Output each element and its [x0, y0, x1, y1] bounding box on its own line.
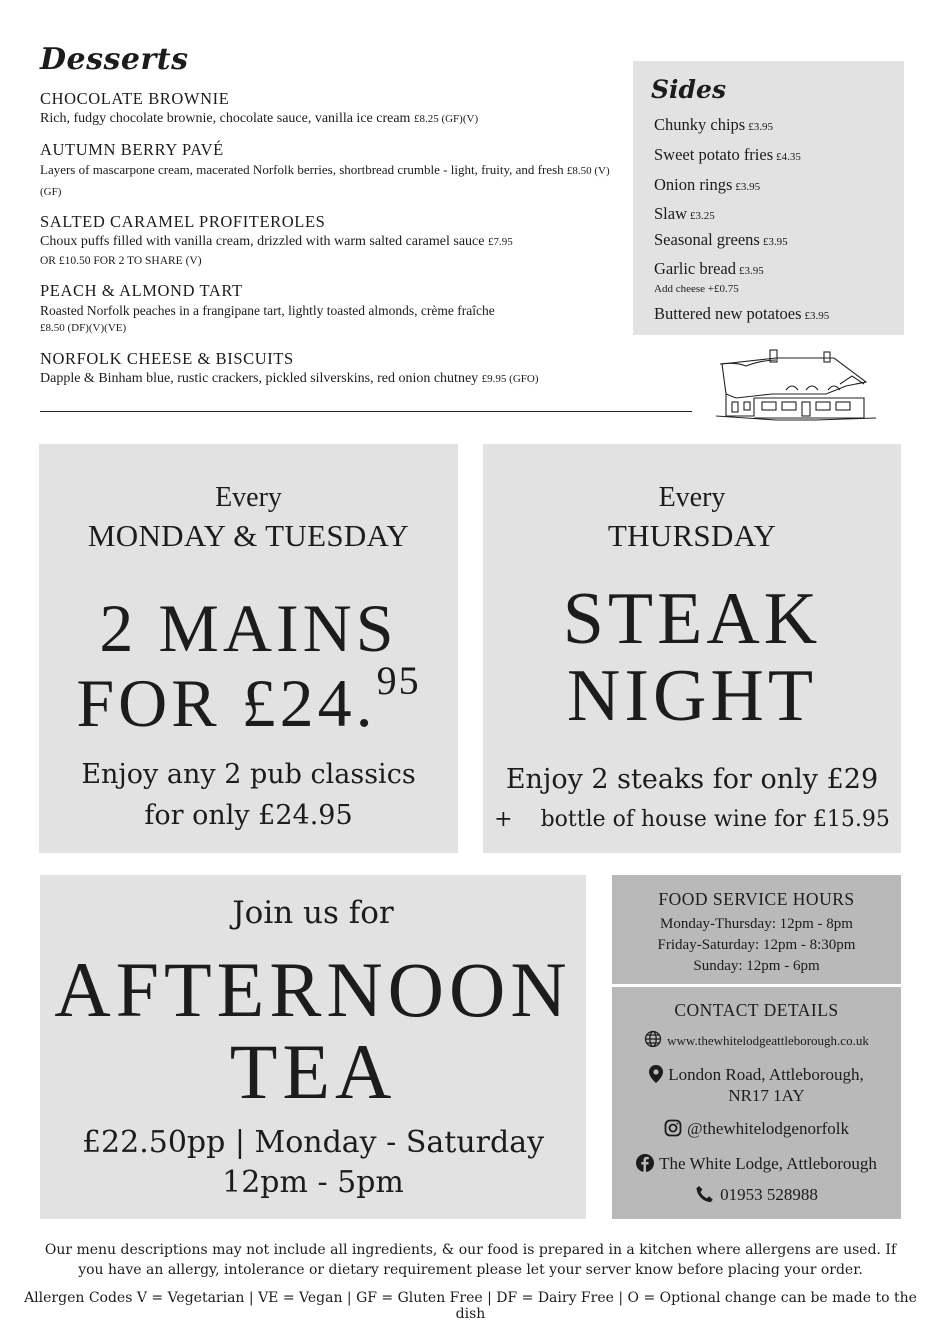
dessert-price: £8.50 (DF)(V)(VE)	[40, 322, 127, 334]
dessert-desc: Dapple & Binham blue, rustic crackers, pickled silverskins, red onion chutney	[40, 371, 479, 386]
tea-title	[40, 946, 586, 1115]
side-name: Chunky chips	[654, 115, 746, 134]
dessert-name: CHOCOLATE BROWNIE	[40, 89, 230, 108]
facebook-page: The White Lodge, Attleborough	[659, 1154, 877, 1173]
dessert-item	[40, 281, 630, 335]
globe-icon	[644, 1030, 662, 1048]
sides-panel	[633, 61, 904, 335]
dessert-name: NORFOLK CHEESE & BISCUITS	[40, 349, 294, 368]
dessert-desc: Roasted Norfolk peaches in a frangipane tart, lightly toasted almonds, crème fraîche	[40, 303, 495, 318]
promo-wine-offer: bottle of house wine for £15.95	[540, 807, 890, 832]
facebook-icon	[636, 1154, 654, 1172]
tea-hours: 12pm - 5pm	[222, 1165, 404, 1200]
side-price: £4.35	[776, 151, 801, 163]
tea-price: £22.50pp | Monday - Saturday	[81, 1125, 545, 1160]
promo-every: Every	[658, 482, 726, 513]
dessert-item	[40, 140, 630, 202]
contact-website[interactable]	[612, 1030, 901, 1049]
dessert-share-option: OR £10.50 FOR 2 TO SHARE (V)	[40, 255, 202, 267]
desserts-title: Desserts	[40, 42, 189, 77]
side-item	[654, 115, 773, 135]
dessert-desc: Rich, fudgy chocolate brownie, chocolate sauce, vanilla ice cream	[40, 111, 411, 126]
side-name: Garlic bread	[654, 259, 736, 278]
promo-headline-1: 2 MAINS	[99, 590, 398, 666]
side-item	[654, 230, 788, 250]
dessert-name: AUTUMN BERRY PAVÉ	[40, 140, 224, 159]
promo-headline-1: STEAK	[562, 578, 822, 660]
side-item	[654, 304, 829, 324]
side-price: £3.95	[735, 181, 761, 193]
side-item	[654, 175, 760, 195]
side-note: Add cheese +£0.75	[654, 283, 739, 295]
food-service-hours-panel	[612, 875, 901, 984]
side-price: £3.95	[804, 310, 830, 322]
hours-title: FOOD SERVICE HOURS	[658, 889, 855, 909]
contact-phone[interactable]	[612, 1185, 901, 1205]
instagram-handle: @thewhitelodgenorfolk	[686, 1119, 849, 1138]
side-item	[654, 145, 801, 165]
promo-subtitle-1: Enjoy 2 steaks for only £29	[505, 764, 879, 795]
cottage-illustration	[716, 346, 876, 422]
dessert-item	[40, 349, 630, 389]
address-line-1: London Road, Attleborough,	[668, 1065, 864, 1084]
instagram-icon	[664, 1119, 682, 1137]
side-item	[654, 259, 764, 279]
promo-days: THURSDAY	[607, 518, 777, 553]
afternoon-tea-panel	[40, 875, 586, 1219]
dessert-item	[40, 89, 630, 129]
tea-intro: Join us for	[232, 895, 394, 931]
side-price: £3.95	[739, 265, 764, 277]
hours-line: Sunday: 12pm - 6pm	[693, 958, 820, 974]
side-name: Seasonal greens	[654, 230, 760, 249]
side-name: Slaw	[654, 204, 687, 223]
promo-days: MONDAY & TUESDAY	[87, 518, 410, 553]
promo-plus: +	[494, 807, 513, 832]
dessert-desc: Layers of mascarpone cream, macerated Norfolk berries, shortbread crumble - light, fruity, and fresh	[40, 162, 564, 177]
hours-line: Friday-Saturday: 12pm - 8:30pm	[657, 937, 856, 953]
side-price: £3.95	[762, 236, 788, 248]
promo-headline-2: NIGHT	[566, 655, 818, 737]
dessert-name: SALTED CARAMEL PROFITEROLES	[40, 212, 326, 231]
hours-line: Monday-Thursday: 12pm - 8pm	[660, 916, 853, 932]
side-name: Onion rings	[654, 175, 733, 194]
dessert-name: PEACH & ALMOND TART	[40, 281, 243, 300]
side-item	[654, 204, 715, 224]
contact-details-panel	[612, 987, 901, 1219]
promo-monday-tuesday	[39, 444, 458, 853]
side-price: £3.25	[690, 210, 715, 222]
side-name: Buttered new potatoes	[654, 304, 802, 323]
phone-number: 01953 528988	[720, 1185, 818, 1204]
dessert-price: £8.25 (GF)(V)	[413, 113, 479, 125]
tea-title-line-1: AFTERNOON	[54, 946, 572, 1033]
allergen-notice: Our menu descriptions may not include all ingredients, & our food is prepared in a kitchen where allergens are used. If you have an allergy, intolerance or dietary requirement please let your server know before placing your order.	[44, 1242, 897, 1278]
tea-title-line-2: TEA	[229, 1028, 397, 1115]
contact-facebook[interactable]	[612, 1154, 901, 1174]
contact-address	[612, 1065, 901, 1085]
contact-title: CONTACT DETAILS	[674, 1000, 839, 1020]
promo-subtitle-1: Enjoy any 2 pub classics	[81, 759, 416, 790]
allergen-codes: Allergen Codes V = Vegetarian | VE = Vegan | GF = Gluten Free | DF = Dairy Free | O = Optional change can be made to the dish	[24, 1290, 917, 1322]
side-name: Sweet potato fries	[654, 145, 774, 164]
promo-price-pence: 95	[376, 658, 421, 704]
contact-instagram[interactable]	[612, 1119, 901, 1139]
section-divider	[40, 411, 692, 412]
location-pin-icon	[649, 1065, 663, 1083]
dessert-price: £8.50 (V)(GF)	[40, 165, 610, 198]
promo-subtitle-2	[483, 807, 901, 832]
promo-headline-2	[39, 658, 458, 743]
dessert-price: £7.95	[487, 236, 513, 248]
address-line-2: NR17 1AY	[728, 1086, 805, 1105]
dessert-desc: Choux puffs filled with vanilla cream, drizzled with warm salted caramel sauce	[40, 234, 485, 249]
phone-icon	[695, 1185, 715, 1203]
promo-every: Every	[215, 482, 282, 513]
promo-price-main: FOR £24.	[76, 665, 377, 741]
promo-thursday	[483, 444, 901, 853]
sides-title: Sides	[651, 75, 727, 104]
side-price: £3.95	[748, 121, 773, 133]
dessert-price: £9.95 (GFO)	[481, 373, 539, 385]
dessert-item	[40, 212, 630, 270]
website-text: www.thewhitelodgeattleborough.co.uk	[667, 1033, 869, 1048]
promo-subtitle-2: for only £24.95	[144, 800, 353, 831]
